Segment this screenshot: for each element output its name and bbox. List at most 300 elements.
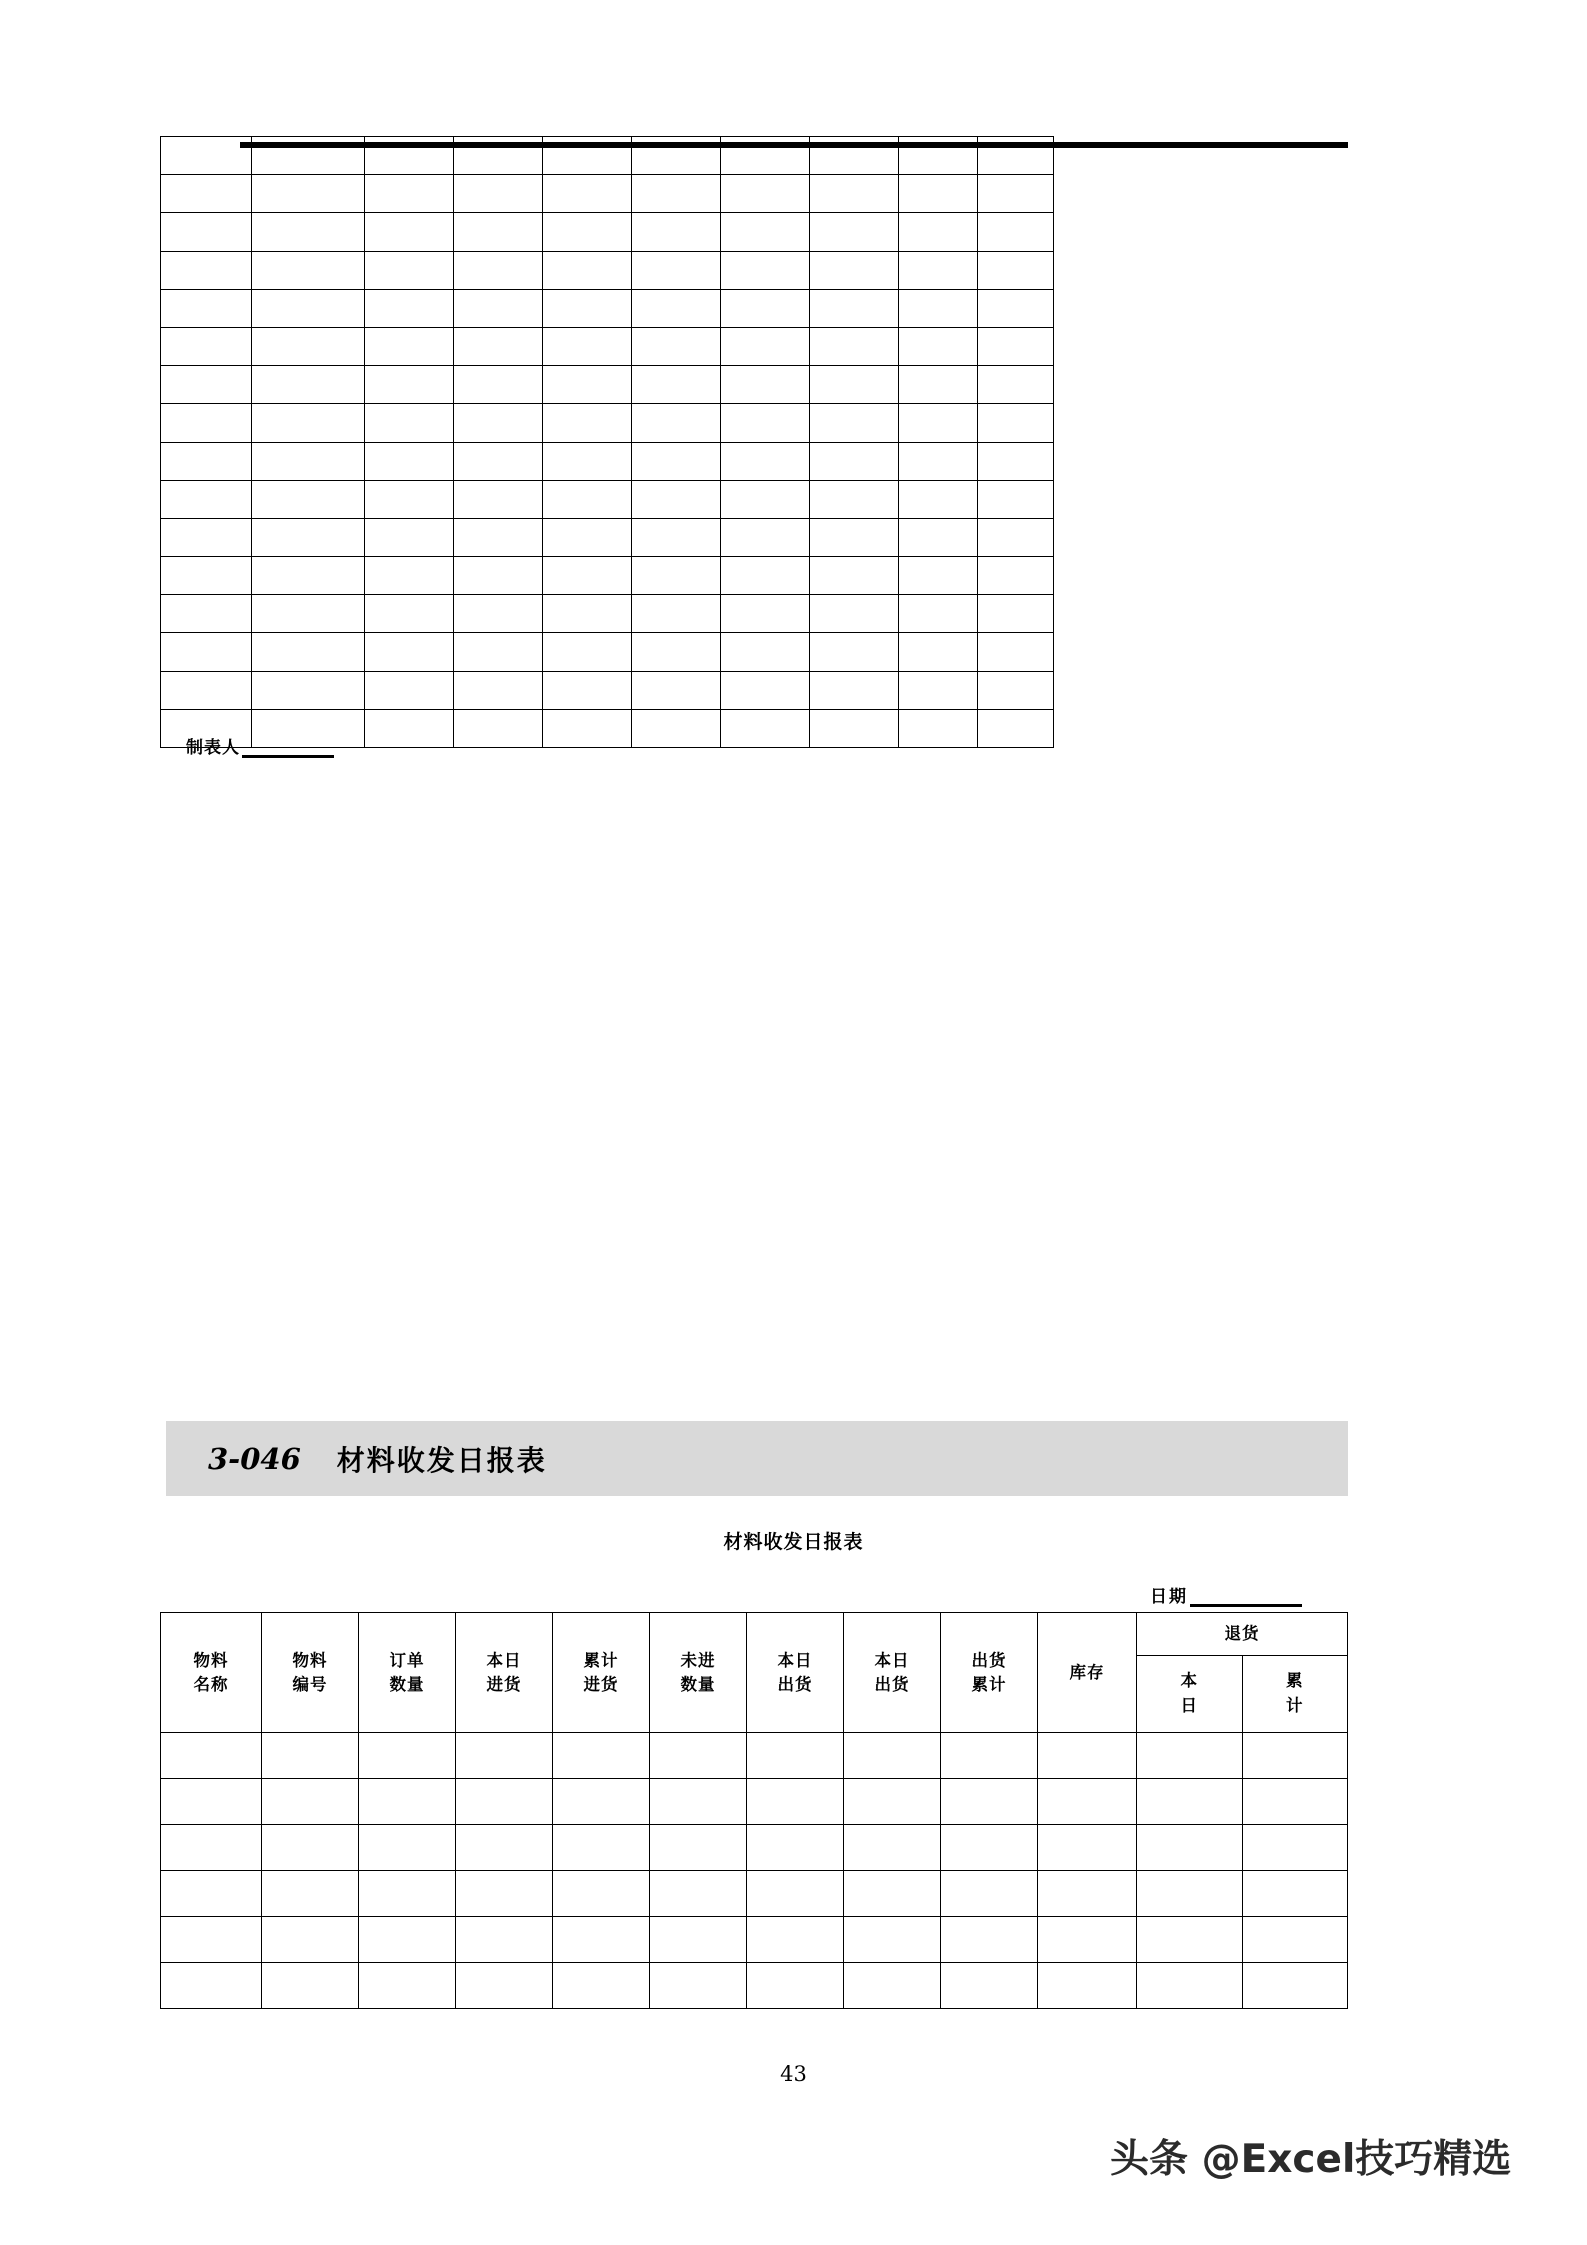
table-cell[interactable] bbox=[365, 289, 454, 327]
sub-header-line-1: 累 bbox=[1286, 1671, 1304, 1691]
column-header-1 bbox=[161, 1613, 262, 1733]
table-cell[interactable] bbox=[650, 1917, 747, 1963]
table-cell[interactable] bbox=[978, 404, 1054, 442]
table-cell[interactable] bbox=[978, 175, 1054, 213]
table-cell[interactable] bbox=[454, 289, 543, 327]
table-cell[interactable] bbox=[543, 709, 632, 747]
table-cell[interactable] bbox=[543, 366, 632, 404]
table-cell[interactable] bbox=[810, 442, 899, 480]
table-cell[interactable] bbox=[365, 175, 454, 213]
report-table-body bbox=[161, 1733, 1348, 2009]
table-cell[interactable] bbox=[365, 442, 454, 480]
table-cell[interactable] bbox=[978, 289, 1054, 327]
table-cell[interactable] bbox=[941, 1779, 1038, 1825]
table-cell[interactable] bbox=[553, 1917, 650, 1963]
table-cell[interactable] bbox=[252, 327, 365, 365]
table-cell[interactable] bbox=[899, 327, 978, 365]
table-row bbox=[161, 251, 1054, 289]
header-line-2: 出货 bbox=[874, 1674, 910, 1694]
table-cell[interactable] bbox=[650, 1871, 747, 1917]
table-cell[interactable] bbox=[252, 671, 365, 709]
section-title: 材料收发日报表 bbox=[336, 1443, 547, 1477]
table-cell[interactable] bbox=[721, 671, 810, 709]
table-cell[interactable] bbox=[365, 213, 454, 251]
blank-grid-body bbox=[161, 137, 1054, 748]
table-cell[interactable] bbox=[252, 251, 365, 289]
table-cell[interactable] bbox=[899, 709, 978, 747]
table-cell[interactable] bbox=[365, 366, 454, 404]
table-cell[interactable] bbox=[721, 175, 810, 213]
table-cell[interactable] bbox=[365, 480, 454, 518]
table-cell[interactable] bbox=[454, 557, 543, 595]
table-cell[interactable] bbox=[632, 251, 721, 289]
table-cell[interactable] bbox=[899, 442, 978, 480]
table-cell[interactable] bbox=[747, 1917, 844, 1963]
table-row bbox=[161, 327, 1054, 365]
table-cell[interactable] bbox=[1038, 1733, 1137, 1779]
table-cell[interactable] bbox=[161, 1871, 262, 1917]
table-cell[interactable] bbox=[844, 1779, 941, 1825]
table-cell[interactable] bbox=[632, 213, 721, 251]
table-cell[interactable] bbox=[161, 1825, 262, 1871]
table-cell[interactable] bbox=[978, 595, 1054, 633]
table-cell[interactable] bbox=[844, 1917, 941, 1963]
table-cell[interactable] bbox=[632, 557, 721, 595]
table-row bbox=[161, 1917, 1348, 1963]
sub-column-header-2 bbox=[1242, 1656, 1348, 1733]
table-cell[interactable] bbox=[632, 633, 721, 671]
table-cell[interactable] bbox=[721, 518, 810, 556]
table-cell[interactable] bbox=[899, 633, 978, 671]
column-header-8 bbox=[844, 1613, 941, 1733]
column-header-5 bbox=[553, 1613, 650, 1733]
table-cell[interactable] bbox=[1137, 1825, 1243, 1871]
table-cell[interactable] bbox=[262, 1825, 359, 1871]
table-cell[interactable] bbox=[456, 1825, 553, 1871]
table-cell[interactable] bbox=[543, 251, 632, 289]
table-cell[interactable] bbox=[365, 709, 454, 747]
table-cell[interactable] bbox=[1242, 1733, 1348, 1779]
table-cell[interactable] bbox=[252, 289, 365, 327]
table-cell[interactable] bbox=[252, 366, 365, 404]
header-line-2: 进货 bbox=[583, 1674, 619, 1694]
table-cell[interactable] bbox=[262, 1963, 359, 2009]
table-cell[interactable] bbox=[365, 633, 454, 671]
table-cell[interactable] bbox=[359, 1871, 456, 1917]
page-number: 43 bbox=[780, 2062, 807, 2086]
table-cell[interactable] bbox=[252, 404, 365, 442]
table-cell[interactable] bbox=[1137, 1779, 1243, 1825]
table-cell[interactable] bbox=[359, 1733, 456, 1779]
table-cell[interactable] bbox=[899, 671, 978, 709]
column-header-10 bbox=[1038, 1613, 1137, 1733]
table-cell[interactable] bbox=[454, 671, 543, 709]
table-cell[interactable] bbox=[899, 137, 978, 175]
table-cell[interactable] bbox=[161, 289, 252, 327]
table-cell[interactable] bbox=[810, 289, 899, 327]
table-cell[interactable] bbox=[632, 404, 721, 442]
header-line-1: 订单 bbox=[389, 1651, 425, 1671]
table-cell[interactable] bbox=[978, 442, 1054, 480]
table-cell[interactable] bbox=[1137, 1963, 1243, 2009]
table-cell[interactable] bbox=[721, 480, 810, 518]
sub-header-line-2: 日 bbox=[1180, 1696, 1198, 1715]
table-cell[interactable] bbox=[941, 1871, 1038, 1917]
column-header-2 bbox=[262, 1613, 359, 1733]
table-cell[interactable] bbox=[543, 518, 632, 556]
column-header-9 bbox=[941, 1613, 1038, 1733]
table-row bbox=[161, 633, 1054, 671]
table-cell[interactable] bbox=[899, 518, 978, 556]
table-cell[interactable] bbox=[543, 289, 632, 327]
section-banner bbox=[166, 1421, 1348, 1496]
table-cell[interactable] bbox=[747, 1963, 844, 2009]
table-cell[interactable] bbox=[252, 480, 365, 518]
table-row bbox=[161, 1779, 1348, 1825]
table-cell[interactable] bbox=[978, 518, 1054, 556]
table-cell[interactable] bbox=[262, 1779, 359, 1825]
table-cell[interactable] bbox=[941, 1917, 1038, 1963]
table-cell[interactable] bbox=[1242, 1825, 1348, 1871]
table-cell[interactable] bbox=[161, 1779, 262, 1825]
table-cell[interactable] bbox=[543, 404, 632, 442]
table-cell[interactable] bbox=[978, 557, 1054, 595]
table-cell[interactable] bbox=[1038, 1779, 1137, 1825]
table-row bbox=[161, 480, 1054, 518]
table-cell[interactable] bbox=[543, 213, 632, 251]
table-cell[interactable] bbox=[161, 137, 252, 175]
table-cell[interactable] bbox=[810, 633, 899, 671]
table-cell[interactable] bbox=[899, 213, 978, 251]
material-daily-report-table bbox=[160, 1612, 1348, 2009]
table-cell[interactable] bbox=[543, 633, 632, 671]
table-cell[interactable] bbox=[721, 327, 810, 365]
table-cell[interactable] bbox=[632, 480, 721, 518]
table-cell[interactable] bbox=[650, 1963, 747, 2009]
table-cell[interactable] bbox=[262, 1871, 359, 1917]
table-cell[interactable] bbox=[721, 289, 810, 327]
table-cell[interactable] bbox=[899, 595, 978, 633]
preparer-blank-field[interactable] bbox=[242, 740, 334, 758]
table-cell[interactable] bbox=[747, 1825, 844, 1871]
table-cell[interactable] bbox=[899, 366, 978, 404]
table-cell[interactable] bbox=[899, 289, 978, 327]
preparer-label: 制表人 bbox=[186, 738, 240, 758]
table-cell[interactable] bbox=[721, 633, 810, 671]
table-row bbox=[161, 518, 1054, 556]
table-cell[interactable] bbox=[810, 175, 899, 213]
table-cell[interactable] bbox=[1242, 1917, 1348, 1963]
table-cell[interactable] bbox=[978, 327, 1054, 365]
table-cell[interactable] bbox=[978, 137, 1054, 175]
table-cell[interactable] bbox=[844, 1733, 941, 1779]
table-cell[interactable] bbox=[161, 1917, 262, 1963]
table-cell[interactable] bbox=[161, 633, 252, 671]
table-cell[interactable] bbox=[721, 557, 810, 595]
table-cell[interactable] bbox=[359, 1963, 456, 2009]
sub-header-line-1: 本 bbox=[1180, 1671, 1198, 1691]
table-cell[interactable] bbox=[721, 137, 810, 175]
table-cell[interactable] bbox=[978, 480, 1054, 518]
table-cell[interactable] bbox=[1038, 1871, 1137, 1917]
table-cell[interactable] bbox=[632, 366, 721, 404]
table-cell[interactable] bbox=[632, 709, 721, 747]
table-cell[interactable] bbox=[721, 595, 810, 633]
table-cell[interactable] bbox=[1242, 1871, 1348, 1917]
report-table-head bbox=[161, 1613, 1348, 1733]
table-cell[interactable] bbox=[161, 404, 252, 442]
date-field bbox=[1150, 1582, 1302, 1607]
table-row bbox=[161, 137, 1054, 175]
table-cell[interactable] bbox=[899, 175, 978, 213]
table-cell[interactable] bbox=[365, 557, 454, 595]
table-cell[interactable] bbox=[721, 213, 810, 251]
header-line-1: 库存 bbox=[1069, 1662, 1105, 1682]
table-cell[interactable] bbox=[454, 442, 543, 480]
table-cell[interactable] bbox=[252, 213, 365, 251]
table-row bbox=[161, 175, 1054, 213]
table-cell[interactable] bbox=[810, 327, 899, 365]
column-group-header-returns: 退货 bbox=[1137, 1613, 1348, 1656]
table-cell[interactable] bbox=[978, 709, 1054, 747]
header-line-2: 数量 bbox=[389, 1674, 425, 1694]
table-row bbox=[161, 404, 1054, 442]
table-cell[interactable] bbox=[650, 1779, 747, 1825]
form-title: 材料收发日报表 bbox=[723, 1531, 864, 1553]
table-cell[interactable] bbox=[844, 1871, 941, 1917]
date-input-blank[interactable] bbox=[1190, 1590, 1302, 1607]
table-cell[interactable] bbox=[553, 1871, 650, 1917]
table-row bbox=[161, 1871, 1348, 1917]
table-cell[interactable] bbox=[899, 480, 978, 518]
table-cell[interactable] bbox=[543, 175, 632, 213]
table-cell[interactable] bbox=[454, 251, 543, 289]
table-row bbox=[161, 595, 1054, 633]
table-cell[interactable] bbox=[1137, 1871, 1243, 1917]
table-cell[interactable] bbox=[941, 1963, 1038, 2009]
table-row bbox=[161, 1733, 1348, 1779]
header-line-1: 本日 bbox=[486, 1651, 522, 1671]
table-cell[interactable] bbox=[810, 518, 899, 556]
table-cell[interactable] bbox=[747, 1779, 844, 1825]
table-row bbox=[161, 1825, 1348, 1871]
table-cell[interactable] bbox=[161, 175, 252, 213]
table-cell[interactable] bbox=[632, 595, 721, 633]
table-cell[interactable] bbox=[721, 709, 810, 747]
table-cell[interactable] bbox=[632, 442, 721, 480]
table-cell[interactable] bbox=[810, 251, 899, 289]
table-cell[interactable] bbox=[1038, 1825, 1137, 1871]
table-cell[interactable] bbox=[978, 213, 1054, 251]
sub-column-header-1 bbox=[1137, 1656, 1243, 1733]
table-cell[interactable] bbox=[252, 633, 365, 671]
table-cell[interactable] bbox=[978, 633, 1054, 671]
table-cell[interactable] bbox=[454, 480, 543, 518]
table-cell[interactable] bbox=[161, 671, 252, 709]
table-cell[interactable] bbox=[721, 251, 810, 289]
table-cell[interactable] bbox=[553, 1963, 650, 2009]
table-cell[interactable] bbox=[252, 518, 365, 556]
table-cell[interactable] bbox=[810, 671, 899, 709]
table-cell[interactable] bbox=[810, 137, 899, 175]
table-cell[interactable] bbox=[1242, 1779, 1348, 1825]
table-cell[interactable] bbox=[454, 595, 543, 633]
table-cell[interactable] bbox=[161, 595, 252, 633]
table-cell[interactable] bbox=[252, 595, 365, 633]
table-cell[interactable] bbox=[899, 404, 978, 442]
header-line-1: 出货 bbox=[971, 1651, 1007, 1671]
header-line-2: 出货 bbox=[777, 1674, 813, 1694]
table-cell[interactable] bbox=[454, 633, 543, 671]
table-cell[interactable] bbox=[365, 251, 454, 289]
table-cell[interactable] bbox=[454, 709, 543, 747]
table-row bbox=[161, 442, 1054, 480]
table-cell[interactable] bbox=[359, 1917, 456, 1963]
table-cell[interactable] bbox=[810, 595, 899, 633]
header-line-2: 数量 bbox=[680, 1674, 716, 1694]
table-cell[interactable] bbox=[1242, 1963, 1348, 2009]
table-cell[interactable] bbox=[456, 1917, 553, 1963]
table-cell[interactable] bbox=[252, 137, 365, 175]
header-line-2: 进货 bbox=[486, 1674, 522, 1694]
table-cell[interactable] bbox=[252, 442, 365, 480]
table-cell[interactable] bbox=[810, 404, 899, 442]
table-cell[interactable] bbox=[365, 327, 454, 365]
table-cell[interactable] bbox=[941, 1825, 1038, 1871]
table-cell[interactable] bbox=[365, 595, 454, 633]
table-cell[interactable] bbox=[359, 1779, 456, 1825]
header-line-1: 物料 bbox=[193, 1651, 229, 1671]
header-line-2: 累计 bbox=[971, 1674, 1007, 1694]
table-cell[interactable] bbox=[810, 557, 899, 595]
header-line-1: 未进 bbox=[680, 1651, 716, 1671]
table-cell[interactable] bbox=[1137, 1917, 1243, 1963]
table-cell[interactable] bbox=[454, 518, 543, 556]
table-cell[interactable] bbox=[456, 1779, 553, 1825]
table-cell[interactable] bbox=[810, 709, 899, 747]
table-cell[interactable] bbox=[721, 404, 810, 442]
table-cell[interactable] bbox=[978, 671, 1054, 709]
table-cell[interactable] bbox=[454, 137, 543, 175]
table-cell[interactable] bbox=[650, 1825, 747, 1871]
table-cell[interactable] bbox=[978, 251, 1054, 289]
table-cell[interactable] bbox=[161, 1733, 262, 1779]
section-number: 3-046 bbox=[208, 1441, 301, 1476]
table-cell[interactable] bbox=[941, 1733, 1038, 1779]
table-cell[interactable] bbox=[844, 1825, 941, 1871]
table-cell[interactable] bbox=[553, 1779, 650, 1825]
table-cell[interactable] bbox=[899, 251, 978, 289]
table-cell[interactable] bbox=[456, 1733, 553, 1779]
table-cell[interactable] bbox=[632, 137, 721, 175]
table-cell[interactable] bbox=[456, 1963, 553, 2009]
table-cell[interactable] bbox=[632, 327, 721, 365]
column-header-4 bbox=[456, 1613, 553, 1733]
column-header-7 bbox=[747, 1613, 844, 1733]
table-cell[interactable] bbox=[161, 213, 252, 251]
table-row bbox=[161, 213, 1054, 251]
table-cell[interactable] bbox=[454, 327, 543, 365]
table-cell[interactable] bbox=[632, 175, 721, 213]
table-cell[interactable] bbox=[543, 595, 632, 633]
table-cell[interactable] bbox=[262, 1733, 359, 1779]
table-cell[interactable] bbox=[161, 327, 252, 365]
table-cell[interactable] bbox=[262, 1917, 359, 1963]
column-header-6 bbox=[650, 1613, 747, 1733]
table-cell[interactable] bbox=[810, 366, 899, 404]
table-cell[interactable] bbox=[650, 1733, 747, 1779]
table-cell[interactable] bbox=[365, 137, 454, 175]
table-cell[interactable] bbox=[1038, 1917, 1137, 1963]
table-cell[interactable] bbox=[553, 1733, 650, 1779]
table-cell[interactable] bbox=[161, 366, 252, 404]
table-cell[interactable] bbox=[747, 1733, 844, 1779]
table-cell[interactable] bbox=[252, 175, 365, 213]
table-row bbox=[161, 671, 1054, 709]
table-cell[interactable] bbox=[632, 671, 721, 709]
table-cell[interactable] bbox=[454, 404, 543, 442]
header-line-1: 累计 bbox=[583, 1651, 619, 1671]
table-cell[interactable] bbox=[543, 480, 632, 518]
table-cell[interactable] bbox=[161, 480, 252, 518]
table-row bbox=[161, 557, 1054, 595]
table-cell[interactable] bbox=[810, 480, 899, 518]
table-cell[interactable] bbox=[161, 251, 252, 289]
date-label: 日期 bbox=[1150, 1587, 1188, 1607]
sub-header-line-2: 计 bbox=[1286, 1696, 1304, 1715]
watermark: 头条 @Excel技巧精选 bbox=[1110, 2137, 1512, 2182]
blank-grid-table bbox=[160, 136, 1054, 748]
table-cell[interactable] bbox=[454, 366, 543, 404]
table-cell[interactable] bbox=[844, 1963, 941, 2009]
table-cell[interactable] bbox=[543, 327, 632, 365]
table-cell[interactable] bbox=[365, 518, 454, 556]
table-cell[interactable] bbox=[543, 557, 632, 595]
table-cell[interactable] bbox=[365, 404, 454, 442]
header-line-1: 物料 bbox=[292, 1651, 328, 1671]
table-cell[interactable] bbox=[161, 557, 252, 595]
table-cell[interactable] bbox=[632, 518, 721, 556]
table-cell[interactable] bbox=[721, 366, 810, 404]
table-cell[interactable] bbox=[978, 366, 1054, 404]
table-cell[interactable] bbox=[721, 442, 810, 480]
table-cell[interactable] bbox=[454, 213, 543, 251]
preparer-signature-line bbox=[186, 733, 334, 758]
table-cell[interactable] bbox=[161, 1963, 262, 2009]
header-line-2: 名称 bbox=[193, 1674, 229, 1694]
header-line-1: 本日 bbox=[777, 1651, 813, 1671]
table-cell[interactable] bbox=[161, 518, 252, 556]
table-cell[interactable] bbox=[543, 671, 632, 709]
table-cell[interactable] bbox=[161, 442, 252, 480]
table-cell[interactable] bbox=[1038, 1963, 1137, 2009]
table-cell[interactable] bbox=[252, 557, 365, 595]
table-cell[interactable] bbox=[899, 557, 978, 595]
table-cell[interactable] bbox=[632, 289, 721, 327]
table-row bbox=[161, 1963, 1348, 2009]
header-line-2: 编号 bbox=[292, 1674, 328, 1694]
table-cell[interactable] bbox=[543, 137, 632, 175]
table-cell[interactable] bbox=[456, 1871, 553, 1917]
table-cell[interactable] bbox=[810, 213, 899, 251]
table-cell[interactable] bbox=[1137, 1733, 1243, 1779]
table-cell[interactable] bbox=[747, 1871, 844, 1917]
table-cell[interactable] bbox=[454, 175, 543, 213]
table-cell[interactable] bbox=[543, 442, 632, 480]
table-cell[interactable] bbox=[365, 671, 454, 709]
table-cell[interactable] bbox=[359, 1825, 456, 1871]
table-cell[interactable] bbox=[553, 1825, 650, 1871]
